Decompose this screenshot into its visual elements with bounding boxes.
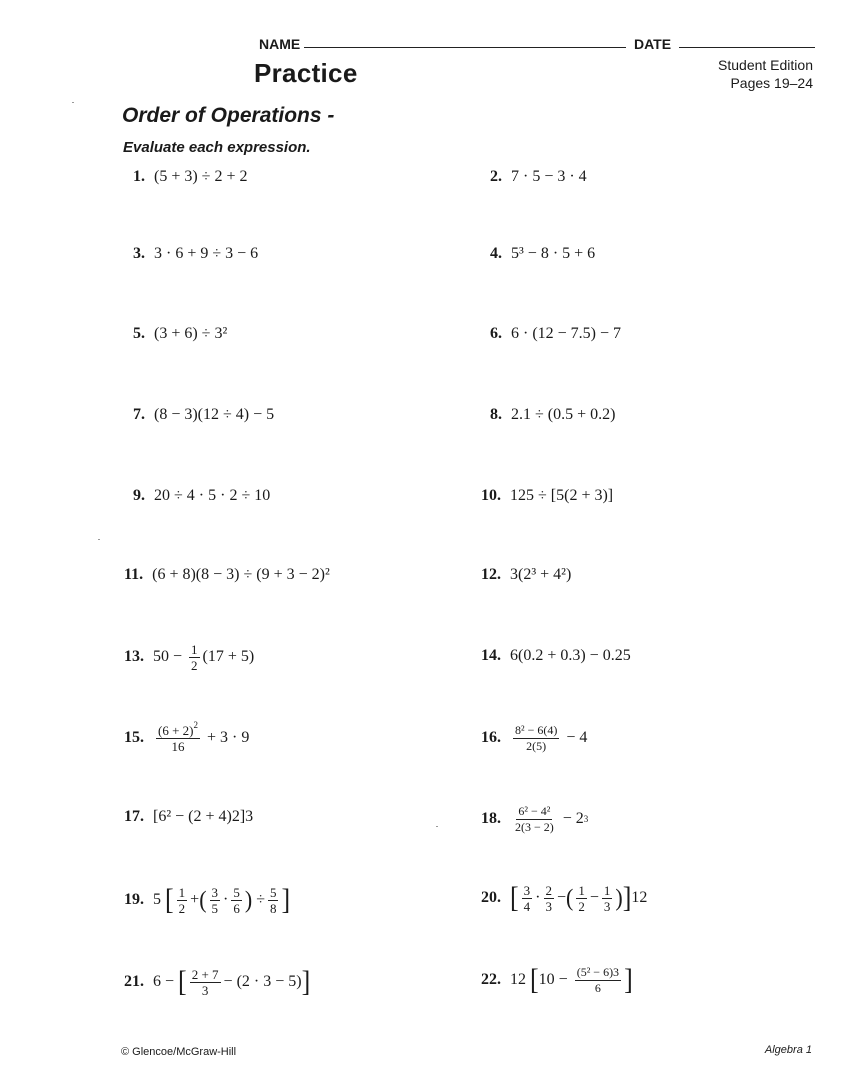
fraction xyxy=(513,723,559,754)
problem-20 xyxy=(481,878,647,918)
numerator: $(6 + 2)^2$ xyxy=(158,719,198,738)
problem-7 xyxy=(133,406,274,424)
problem-number: 13. xyxy=(124,648,144,665)
right-bracket: ] xyxy=(301,964,311,999)
problem-number: 12. xyxy=(481,566,501,583)
problem-2 xyxy=(490,168,587,186)
edition-info xyxy=(718,56,813,92)
lesson-title: Order of Operations - xyxy=(122,104,335,127)
problem-number: 9. xyxy=(133,487,145,504)
fraction xyxy=(575,965,621,996)
left-paren: ( xyxy=(199,885,207,914)
page-title: Practice xyxy=(254,58,358,88)
fraction xyxy=(513,804,556,835)
expression: 5³ − 8 · 5 + 6 xyxy=(511,245,596,262)
expression xyxy=(153,719,250,754)
expression: 12 [ 10 − $\frac{\text{(5² − 6)3}}{6}$ ] xyxy=(510,962,633,997)
problem-number: 15. xyxy=(124,729,144,746)
expression: (3 + 6) ÷ 3² xyxy=(154,325,228,342)
operator: − xyxy=(173,648,183,665)
problem-number: 11. xyxy=(124,566,144,583)
instructions: Evaluate each expression. xyxy=(123,139,311,156)
expression: 7 · 5 − 3 · 4 xyxy=(511,168,587,185)
expression: 125 ÷ [5(2 + 3)] xyxy=(510,487,614,504)
fraction xyxy=(190,967,221,998)
problem-number: 10. xyxy=(481,487,501,504)
expression: (6 + 8)(8 − 3) ÷ (9 + 3 − 2)² xyxy=(152,566,330,583)
problem-number: 19. xyxy=(124,891,144,908)
right-paren: ) xyxy=(244,885,253,914)
expression: (8 − 3)(12 ÷ 4) − 5 xyxy=(154,406,275,423)
edition-label: Student Edition xyxy=(718,57,813,73)
problem-22 xyxy=(481,960,633,1000)
problem-8 xyxy=(490,406,615,424)
problem-number: 2. xyxy=(490,168,502,185)
expression: 3(2³ + 4²) xyxy=(510,566,572,583)
book-title: Algebra 1 xyxy=(764,1044,812,1056)
expression: [6² − (2 + 4)2]3 xyxy=(153,808,254,825)
problem-1 xyxy=(133,168,247,186)
denominator: 16 xyxy=(171,738,185,754)
problem-21 xyxy=(124,962,310,1002)
problem-number: 20. xyxy=(481,889,501,906)
problem-9 xyxy=(133,487,270,505)
term: − (2 · 3 − 5) xyxy=(223,973,302,990)
problem-number: 4. xyxy=(490,245,502,262)
problem-number: 16. xyxy=(481,729,501,746)
expression: 5 [ $\frac{1}{2}$ + ( $\frac{3}{5}$ · $\frac{5}{6}$ ) ÷ $\frac{5}{8}$ ] xyxy=(153,882,291,917)
expression: 3 · 6 + 9 ÷ 3 − 6 xyxy=(154,245,259,262)
left-bracket: [ xyxy=(510,880,519,915)
problem-17 xyxy=(124,808,253,826)
problem-5 xyxy=(133,325,227,343)
problem-number: 8. xyxy=(490,406,502,423)
problem-18 xyxy=(481,799,588,839)
fraction: $\frac{1}{2}$ xyxy=(178,884,186,916)
left-bracket: [ xyxy=(530,962,539,997)
left-paren: ( xyxy=(566,883,574,912)
expression: 6 · (12 − 7.5) − 7 xyxy=(511,325,622,342)
numerator: 6² − 4² xyxy=(518,803,551,818)
numerator: 1 xyxy=(191,641,198,657)
copyright: © Glencoe/McGraw-Hill xyxy=(121,1046,237,1058)
expression: 2.1 ÷ (0.5 + 0.2) xyxy=(511,406,616,423)
fraction: $\frac{5}{8}$ xyxy=(269,884,277,916)
numerator: (5² − 6)3 xyxy=(576,964,620,979)
expression: [ $\frac{3}{4}$ · $\frac{2}{3}$ − ( $\frac{1}{2}$ − $\frac{1}{3}$ ) ] 12 xyxy=(510,880,648,915)
problem-number: 18. xyxy=(481,810,501,827)
problem-14 xyxy=(481,647,631,665)
fraction: $\frac{5}{6}$ xyxy=(233,884,240,916)
term: (17 + 5) xyxy=(202,648,255,665)
problem-number: 14. xyxy=(481,647,501,664)
left-bracket: [ xyxy=(165,882,174,917)
expression: 6 − [ $\frac{2 + 7}{3}$ − (2 · 3 − 5) ] xyxy=(153,964,311,999)
denominator: 3 xyxy=(201,982,209,998)
expression: 6(0.2 + 0.3) − 0.25 xyxy=(510,647,631,664)
problem-number: 1. xyxy=(133,168,145,185)
problem-number: 21. xyxy=(124,973,144,990)
fraction xyxy=(189,642,200,673)
right-bracket: ] xyxy=(281,882,291,917)
problem-number: 5. xyxy=(133,325,145,342)
problem-number: 3. xyxy=(133,245,145,262)
scan-speck xyxy=(436,826,438,827)
denominator: 6 xyxy=(594,980,601,995)
expression: (5 + 3) ÷ 2 + 2 xyxy=(154,168,248,185)
left-bracket: [ xyxy=(178,964,187,999)
right-bracket: ] xyxy=(622,880,632,915)
expression: 20 ÷ 4 · 5 · 2 ÷ 10 xyxy=(154,487,271,504)
numerator: 2 + 7 xyxy=(191,966,219,982)
expression: $\frac{\text{6² − 4²}}{2(3 - 2)}$ − 2 3 xyxy=(515,803,589,834)
problem-12 xyxy=(481,566,571,584)
problem-16 xyxy=(481,718,587,758)
expression xyxy=(153,642,254,673)
problem-number: 6. xyxy=(490,325,502,342)
problem-4 xyxy=(490,245,595,263)
problem-number: 7. xyxy=(133,406,145,423)
scan-speck xyxy=(72,102,74,103)
problem-3 xyxy=(133,245,258,263)
name-label: NAME xyxy=(259,36,301,52)
fraction xyxy=(156,719,200,754)
problem-number: 22. xyxy=(481,971,501,988)
problem-19 xyxy=(124,880,290,920)
numerator: 8² − 6(4) xyxy=(515,722,558,737)
term: + 3 · 9 xyxy=(207,729,250,746)
name-line[interactable] xyxy=(304,47,626,48)
problem-10 xyxy=(481,487,613,505)
problem-6 xyxy=(490,325,621,343)
denominator: 2 xyxy=(191,657,198,673)
problem-15 xyxy=(124,720,249,756)
problem-13 xyxy=(124,639,254,675)
fraction: $\frac{2}{3}$ xyxy=(545,882,552,914)
scan-speck xyxy=(98,539,100,540)
term: 50 xyxy=(153,648,169,665)
fraction: $\frac{1}{2}$ xyxy=(578,882,585,914)
date-label: DATE xyxy=(634,36,672,52)
date-line[interactable] xyxy=(679,47,815,48)
fraction: $\frac{3}{4}$ xyxy=(523,882,531,914)
term: − 2 xyxy=(562,810,584,827)
term: − 4 xyxy=(566,729,588,746)
denominator: 2(5) xyxy=(526,738,547,753)
expression xyxy=(510,723,587,754)
problem-number: 17. xyxy=(124,808,144,825)
pages-label: Pages 19–24 xyxy=(730,75,813,91)
right-paren: ) xyxy=(615,883,623,912)
problem-11 xyxy=(124,566,330,584)
fraction: $\frac{1}{3}$ xyxy=(603,882,611,914)
fraction: $\frac{3}{5}$ xyxy=(211,884,219,916)
denominator: 2(3 − 2) xyxy=(515,819,554,834)
right-bracket: ] xyxy=(624,962,633,997)
